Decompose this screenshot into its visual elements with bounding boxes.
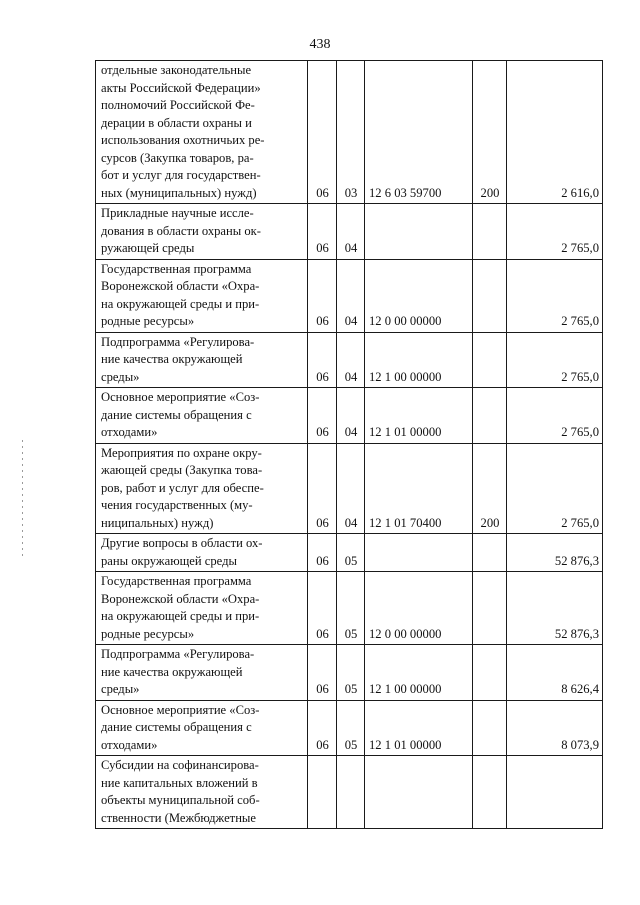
row-description: Государственная программа Воронежской области «Охра- на окружающей среды и при- родные ресурсы»	[96, 572, 308, 645]
row-section-code: 06	[308, 443, 337, 534]
row-expense-type	[473, 259, 507, 332]
row-description: Прикладные научные иссле- дования в области охраны ок- ружающей среды	[96, 204, 308, 260]
row-description: отдельные законодательные акты Российской Федерации» полномочий Российской Фе- дерации в области охраны и использования охотничьих ре- сурсов (Закупка товаров, ра- бот и услуг для государствен- ных (муниципальных) нужд)	[96, 61, 308, 204]
row-description: Подпрограмма «Регулирова- ние качества окружающей среды»	[96, 645, 308, 701]
row-section-code: 06	[308, 645, 337, 701]
row-subsection-code: 04	[337, 443, 365, 534]
row-expense-type	[473, 332, 507, 388]
table-row	[96, 700, 603, 756]
row-amount: 2 765,0	[507, 443, 603, 534]
table-row	[96, 259, 603, 332]
row-section-code: 06	[308, 700, 337, 756]
row-expense-type	[473, 572, 507, 645]
row-target-article: 12 1 01 00000	[365, 700, 473, 756]
row-amount: 2 765,0	[507, 259, 603, 332]
row-target-article: 12 6 03 59700	[365, 61, 473, 204]
row-subsection-code: 05	[337, 700, 365, 756]
row-subsection-code: 04	[337, 204, 365, 260]
row-expense-type	[473, 388, 507, 444]
row-subsection-code: 05	[337, 572, 365, 645]
row-amount	[507, 756, 603, 829]
table-row	[96, 534, 603, 572]
row-target-article: 12 1 01 70400	[365, 443, 473, 534]
row-section-code: 06	[308, 259, 337, 332]
row-target-article: 12 0 00 00000	[365, 572, 473, 645]
row-amount: 2 616,0	[507, 61, 603, 204]
row-description: Другие вопросы в области ох- раны окружающей среды	[96, 534, 308, 572]
row-section-code: 06	[308, 388, 337, 444]
row-target-article: 12 1 01 00000	[365, 388, 473, 444]
margin-mark	[22, 440, 23, 560]
row-target-article	[365, 756, 473, 829]
row-subsection-code: 04	[337, 259, 365, 332]
table-row	[96, 204, 603, 260]
table-row	[96, 645, 603, 701]
row-subsection-code: 05	[337, 645, 365, 701]
table-row	[96, 332, 603, 388]
row-description: Основное мероприятие «Соз- дание системы обращения с отходами»	[96, 700, 308, 756]
row-section-code: 06	[308, 332, 337, 388]
row-target-article: 12 0 00 00000	[365, 259, 473, 332]
row-expense-type	[473, 756, 507, 829]
row-description: Мероприятия по охране окру- жающей среды (Закупка това- ров, работ и услуг для обеспе- чения государственных (му- ниципальных) нужд)	[96, 443, 308, 534]
budget-table	[95, 60, 603, 829]
row-amount: 2 765,0	[507, 204, 603, 260]
row-target-article	[365, 534, 473, 572]
row-section-code	[308, 756, 337, 829]
row-section-code: 06	[308, 572, 337, 645]
row-expense-type	[473, 645, 507, 701]
table-row	[96, 572, 603, 645]
row-amount: 52 876,3	[507, 572, 603, 645]
table-row	[96, 61, 603, 204]
row-subsection-code: 04	[337, 332, 365, 388]
page-number: 438	[309, 37, 331, 52]
row-section-code: 06	[308, 534, 337, 572]
row-subsection-code: 04	[337, 388, 365, 444]
row-expense-type: 200	[473, 443, 507, 534]
row-amount: 2 765,0	[507, 388, 603, 444]
row-amount: 8 073,9	[507, 700, 603, 756]
row-section-code: 06	[308, 204, 337, 260]
row-description: Государственная программа Воронежской области «Охра- на окружающей среды и при- родные ресурсы»	[96, 259, 308, 332]
row-amount: 52 876,3	[507, 534, 603, 572]
row-subsection-code: 05	[337, 534, 365, 572]
row-description: Подпрограмма «Регулирова- ние качества окружающей среды»	[96, 332, 308, 388]
row-amount: 8 626,4	[507, 645, 603, 701]
row-subsection-code	[337, 756, 365, 829]
row-subsection-code: 03	[337, 61, 365, 204]
row-amount: 2 765,0	[507, 332, 603, 388]
row-expense-type	[473, 700, 507, 756]
table-row	[96, 388, 603, 444]
row-target-article: 12 1 00 00000	[365, 645, 473, 701]
row-description: Субсидии на софинансирова- ние капитальных вложений в объекты муниципальной соб- ственности (Межбюджетные	[96, 756, 308, 829]
row-target-article: 12 1 00 00000	[365, 332, 473, 388]
row-section-code: 06	[308, 61, 337, 204]
row-expense-type	[473, 534, 507, 572]
row-expense-type	[473, 204, 507, 260]
table-row	[96, 443, 603, 534]
row-description: Основное мероприятие «Соз- дание системы обращения с отходами»	[96, 388, 308, 444]
row-expense-type: 200	[473, 61, 507, 204]
table-row	[96, 756, 603, 829]
row-target-article	[365, 204, 473, 260]
